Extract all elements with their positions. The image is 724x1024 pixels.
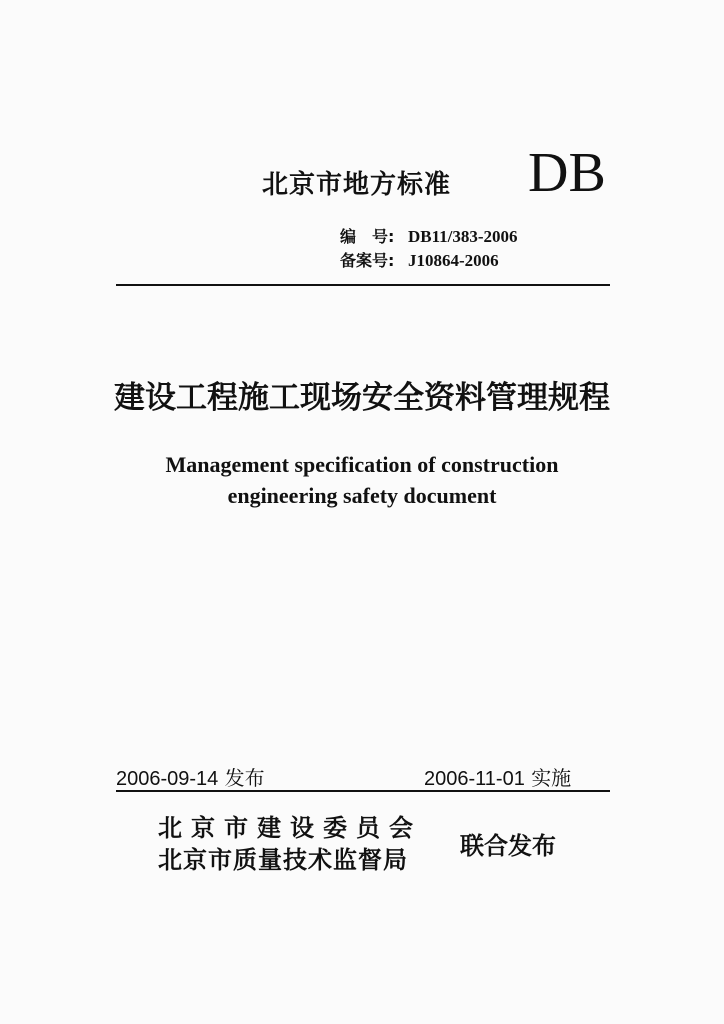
effective-date: 2006-11-01 — [424, 768, 525, 790]
issue-date: 2006-09-14 — [116, 768, 219, 790]
bottom-rule — [116, 790, 610, 792]
code-label: 编 号: — [340, 227, 395, 246]
issuer-construction-commission: 北京市建设委员会 — [158, 814, 422, 842]
title-english-line2: engineering safety document — [227, 483, 497, 508]
filing-row — [340, 248, 499, 271]
filing-label: 备案号: — [340, 251, 395, 270]
title-english-line1: Management specification of construction — [165, 452, 559, 477]
code-row — [340, 224, 518, 247]
effective-date-block — [424, 762, 571, 791]
issuer-quality-bureau: 北京市质量技术监督局 — [158, 846, 408, 874]
db-mark: DB — [528, 142, 606, 204]
effective-label: 实施 — [531, 766, 572, 790]
filing-value: J10864-2006 — [408, 251, 499, 270]
joint-issue-label: 联合发布 — [460, 832, 556, 860]
top-rule — [116, 284, 610, 286]
issue-date-block — [116, 762, 265, 791]
issue-label: 发布 — [224, 766, 265, 790]
standard-name: 北京市地方标准 — [262, 170, 452, 200]
code-value: DB11/383-2006 — [408, 227, 518, 246]
title-chinese: 建设工程施工现场安全资料管理规程 — [114, 380, 610, 416]
